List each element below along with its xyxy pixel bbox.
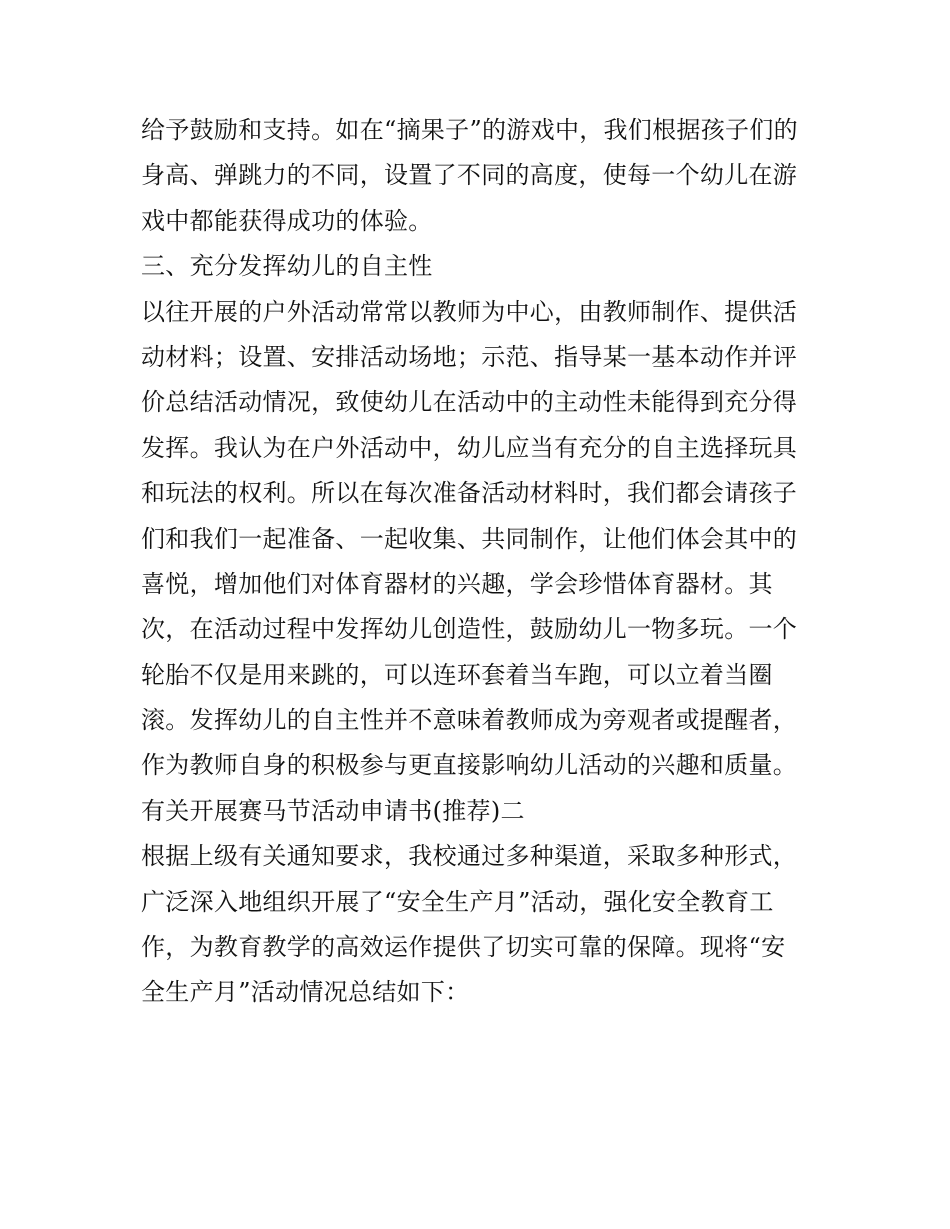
- text-line: 轮胎不仅是用来跳的，可以连环套着当车跑，可以立着当圈: [141, 660, 773, 689]
- section-heading: 三、充分发挥幼儿的自主性: [141, 252, 433, 281]
- text-line: 以往开展的户外活动常常以教师为中心，由教师制作、提供活: [141, 297, 798, 326]
- text-line: 和玩法的权利。所以在每次准备活动材料时，我们都会请孩子: [141, 479, 798, 508]
- text-line: 动材料；设置、安排活动场地；示范、指导某一基本动作并评: [141, 342, 798, 371]
- text-line: 广泛深入地组织开展了“安全生产月”活动，强化安全教育工: [141, 887, 774, 916]
- text-line: 次，在活动过程中发挥幼儿创造性，鼓励幼儿一物多玩。一个: [141, 615, 798, 644]
- text-line: 给予鼓励和支持。如在“摘果子”的游戏中，我们根据孩子们的: [141, 116, 798, 144]
- text-line: 作为教师自身的积极参与更直接影响幼儿活动的兴趣和质量。: [141, 751, 798, 780]
- section-heading: 有关开展赛马节活动申请书(推荐)二: [141, 796, 525, 825]
- document-body: [141, 108, 821, 1016]
- text-line: 滚。发挥幼儿的自主性并不意味着教师成为旁观者或提醒者，: [141, 706, 798, 735]
- text-line: 戏中都能获得成功的体验。: [141, 206, 433, 235]
- text-line: 们和我们一起准备、一起收集、共同制作，让他们体会其中的: [141, 524, 798, 553]
- text-line: 身高、弹跳力的不同，设置了不同的高度，使每一个幼儿在游: [141, 161, 798, 190]
- text-line: 根据上级有关通知要求，我校通过多种渠道，采取多种形式，: [141, 842, 798, 871]
- text-line: 全生产月”活动情况总结如下：: [141, 978, 470, 1007]
- text-line: 喜悦，增加他们对体育器材的兴趣，学会珍惜体育器材。其: [141, 569, 773, 598]
- text-line: 价总结活动情况，致使幼儿在活动中的主动性未能得到充分得: [141, 388, 798, 417]
- text-line: 发挥。我认为在户外活动中，幼儿应当有充分的自主选择玩具: [141, 433, 798, 462]
- text-line: 作，为教育教学的高效运作提供了切实可靠的保障。现将“安: [141, 933, 786, 962]
